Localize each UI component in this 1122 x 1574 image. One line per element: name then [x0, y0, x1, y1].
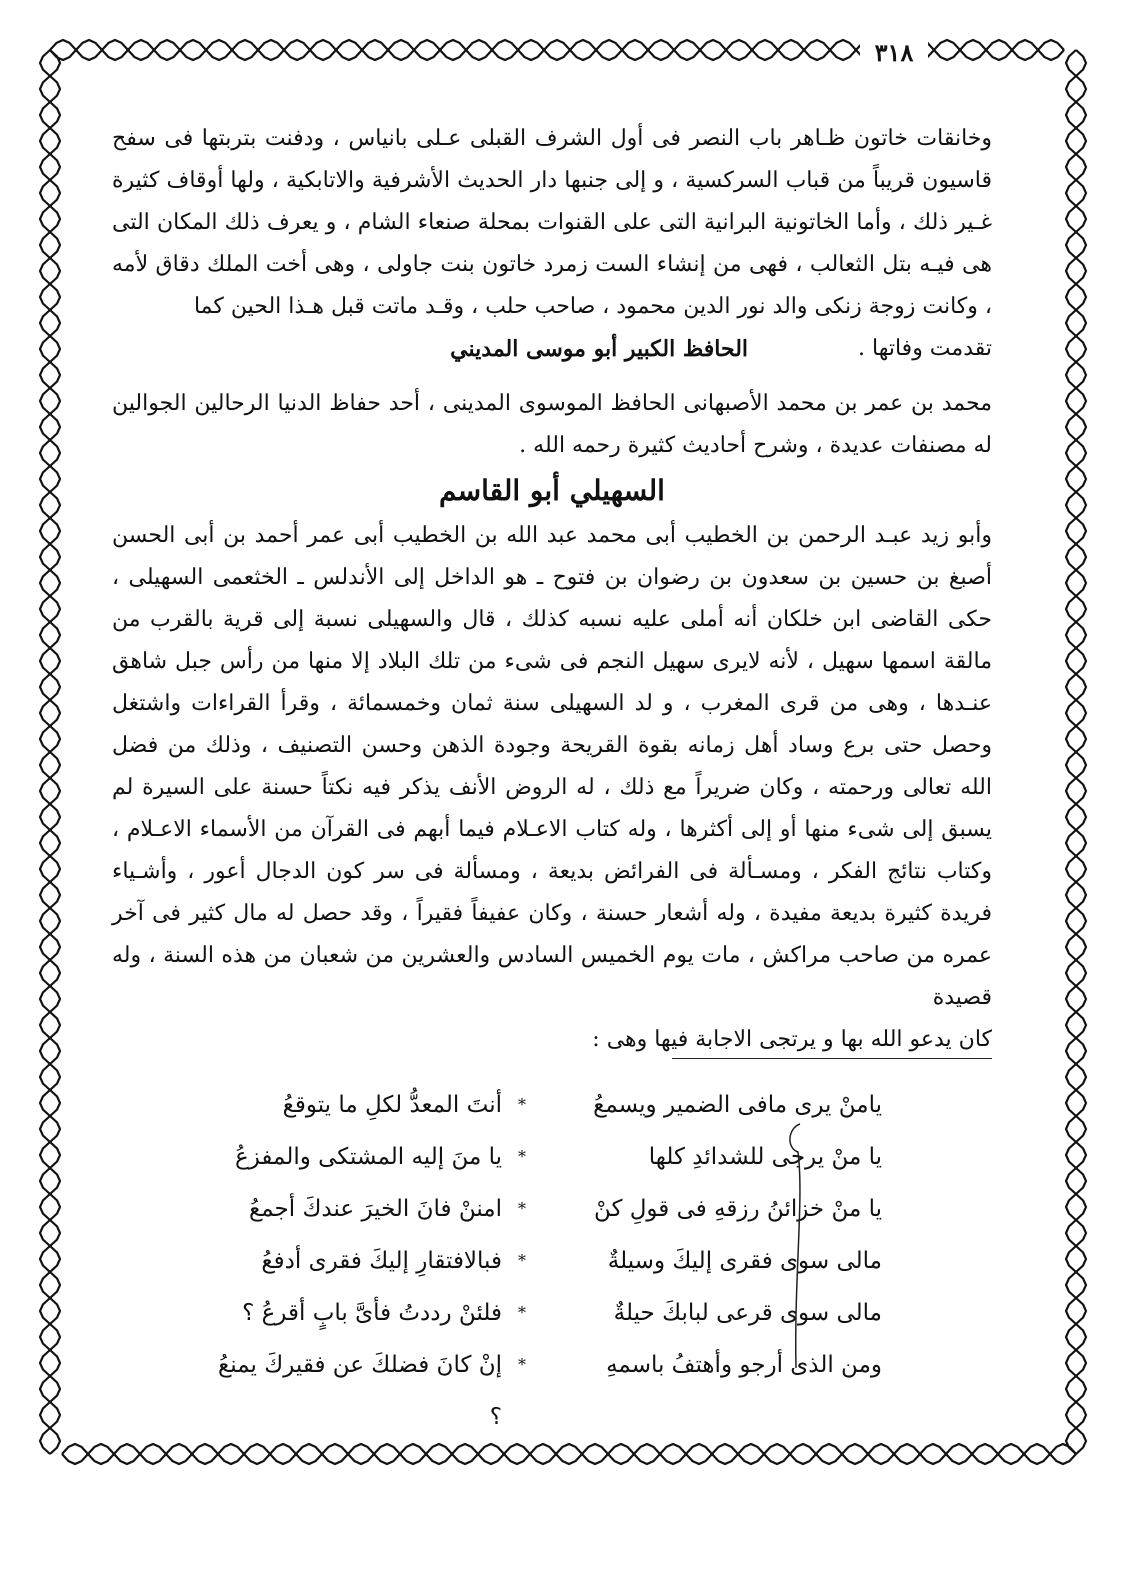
- poem-intro: [112, 1019, 992, 1061]
- poem-verse: [182, 1339, 882, 1443]
- verse-first-hemistich: يا منْ يرجى للشدائدِ كلها: [648, 1144, 882, 1170]
- poem-verse: [182, 1079, 882, 1131]
- paragraph-abu-musa: [112, 383, 992, 467]
- verse-second-hemistich: أنتَ المعدُّ لكلِ ما يتوقعُ: [282, 1092, 502, 1118]
- bio-heading-row: [112, 328, 992, 371]
- paragraph-text: وخانقات خاتون ظـاهر باب النصر فى أول الشرف القبلى عـلى بانياس ، ودفنت بتربتها فى سفح قاسيون قريباً من قباب السركسية ، و إلى جنبها دار الحديث الأشرفية والاتابكية ، ولها أوقاف كثيرة غـير ذلك ، وأما الخاتونية البرانية التى على القنوات بمحلة صنعاء الشام ، و يعرف ذلك المكان التى هى فيـه بتل الثعالب ، فهى من إنشاء الست زمرد خاتون بنت جاولى ، وهى أخت الملك دقاق لأمه ، وكانت زوجة زنكى والد نور الدين محمود ، صاحب حلب ، وقـد ماتت قبل هـذا الحين كما: [112, 126, 992, 319]
- verse-separator: *: [518, 1095, 526, 1114]
- verse-second-hemistich: إنْ كانَ فضلكَ عن فقيركَ يمنعُ ؟: [218, 1352, 502, 1430]
- paragraph-khanqah: [112, 118, 992, 328]
- verse-first-hemistich: يا منْ خزائنُ رزقهِ فى قولِ كنْ: [593, 1196, 882, 1222]
- bio-lead-text: تقدمت وفاتها .: [858, 336, 992, 361]
- verse-separator: *: [518, 1147, 526, 1166]
- page-number: ٣١٨: [860, 38, 928, 68]
- section-title: السهيلي أبو القاسم: [439, 474, 665, 507]
- verse-first-hemistich: مالى سوى فقرى إليكَ وسيلةٌ: [607, 1248, 882, 1274]
- handwritten-underline: [672, 1058, 992, 1059]
- verse-first-hemistich: ومن الذى أرجو وأهتفُ باسمهِ: [606, 1352, 882, 1378]
- handwritten-bracket-mark: [780, 1118, 820, 1378]
- verse-first-hemistich: يامنْ يرى مافى الضمير ويسمعُ: [593, 1092, 882, 1118]
- verse-separator: *: [518, 1303, 526, 1322]
- paragraph-text: وأبو زيد عبـد الرحمن بن الخطيب أبى محمد عبد الله بن الخطيب أبى عمر أحمد بن أبى الحسن أصبغ بن حسين بن سعدون بن رضوان بن فتوح ـ هو الداخل إلى الأندلس ـ الخثعمى السهيلى ، حكى القاضى ابن خلكان أنه أملى عليه نسبه كذلك ، قال والسهيلى نسبة إلى قرية بالقرب من مالقة اسمها سهيل ، لأنه لايرى سهيل النجم فى شىء من تلك البلاد إلا منها من رأس جبل شاهق عنـدها ، وهى من قرى المغرب ، و لد السهيلى سنة ثمان وخمسمائة ، وقرأ القراءات واشتغل وحصل حتى برع وساد أهل زمانه بقوة القريحة وجودة الذهن وحسن التصنيف ، وذلك من فضل الله تعالى ورحمته ، وكان ضريراً مع ذلك ، له الروض الأنف يذكر فيه نكتاً حسنة على السيرة لم يسبق إلى شىء منها أو إلى أكثرها ، وله كتاب الاعـلام فيما أبهم فى القرآن من الأسماء الاعـلام ، وكتاب نتائج الفكر ، ومسـألة فى الفرائض بديعة ، ومسألة فى سر كون الدجال أعور ، وأشـياء فريدة كثيرة بديعة مفيدة ، وله أشعار حسنة ، وكان عفيفاً فقيراً ، وقد حصل له مال كثير فى آخر عمره من صاحب مراكش ، مات يوم الخميس السادس والعشرين من شعبان من هذه السنة ، وله قصيدة: [112, 523, 992, 1010]
- poem-intro-text: كان يدعو الله بها و يرتجى الاجابة فيها وهى :: [592, 1027, 992, 1052]
- bio-title: الحافظ الكبير أبو موسى المديني: [450, 336, 749, 362]
- poem-verse: [182, 1287, 882, 1339]
- verse-first-hemistich: مالى سوى قرعى لبابكَ حيلةٌ: [613, 1300, 882, 1326]
- page-content: [112, 118, 992, 1443]
- verse-second-hemistich: يا منَ إليه المشتكى والمفزعُ: [234, 1144, 502, 1170]
- verse-second-hemistich: امننْ فانَ الخيرَ عندكَ أجمعُ: [248, 1196, 502, 1222]
- verse-separator: *: [518, 1251, 526, 1270]
- verse-separator: *: [518, 1355, 526, 1374]
- poem-verse: [182, 1183, 882, 1235]
- verse-second-hemistich: فلئنْ رددتُ فأىَّ بابٍ أقرعُ ؟: [242, 1300, 502, 1326]
- paragraph-text: محمد بن عمر بن محمد الأصبهانى الحافظ الموسوى المدينى ، أحد حفاظ الدنيا الرحالين الجوالين له مصنفات عديدة ، وشرح أحاديث كثيرة رحمه الله .: [112, 391, 992, 458]
- verse-separator: *: [518, 1199, 526, 1218]
- poem-verse: [182, 1235, 882, 1287]
- poem: [182, 1079, 882, 1443]
- verse-second-hemistich: فبالافتقارِ إليكَ فقرى أدفعُ: [261, 1248, 502, 1274]
- poem-verse: [182, 1131, 882, 1183]
- paragraph-suhayli: [112, 515, 992, 1019]
